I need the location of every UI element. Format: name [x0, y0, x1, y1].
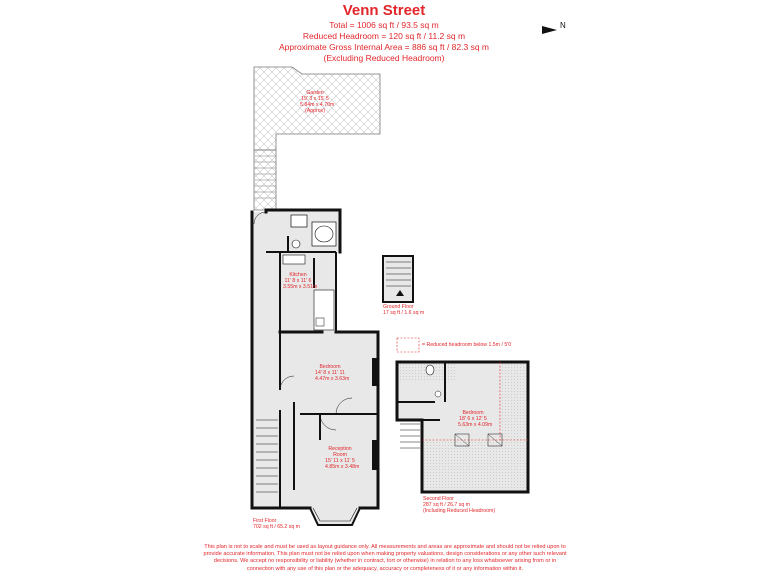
reception-room-label: Reception Room 15' 11 x 11' 5 4.85m x 3.48m	[325, 446, 360, 470]
excluding-note: (Excluding Reduced Headroom)	[323, 53, 445, 63]
garden-area	[254, 67, 380, 210]
bedroom-label: Bedroom 14' 8 x 11' 11 4.47m x 3.63m	[315, 364, 350, 382]
legend-swatch	[397, 338, 419, 352]
disclaimer-line: decisions. We accept no responsibility or liability (whether in contract, tort or otherwise) in relation to any loss whatsoever arising from or in	[213, 558, 557, 565]
total-area: Total = 1006 sq ft / 93.5 sq m	[329, 20, 439, 30]
ground-floor-plan	[383, 256, 413, 302]
north-label: N	[560, 21, 566, 30]
reduced-headroom-area: Reduced Headroom = 120 sq ft / 11.2 sq m	[302, 31, 466, 41]
disclaimer-line: connection with any use of this plan or the adequacy, accuracy or completeness of it or any information within it.	[246, 565, 524, 572]
disclaimer	[150, 544, 620, 573]
kitchen-label: Kitchen 11' 8 x 11' 6 3.55m x 3.51m	[283, 272, 318, 290]
north-arrow-icon	[542, 26, 557, 34]
second-bedroom-label: Bedroom 18' 6 x 12' 5 5.63m x 4.09m	[458, 410, 493, 428]
first-floor-label: First Floor 702 sq ft / 65.2 sq m	[253, 518, 301, 530]
reduced-headroom-legend: = Reduced headroom below 1.5m / 5'0	[422, 342, 512, 348]
garden-label: Garden 19' 3 x 15' 5 5.84m x 4.70m (Approx)	[300, 90, 335, 114]
disclaimer-line: provide accurate information. This plan must not be relied upon when making property valuations, design considerations or any other such relevant	[203, 551, 567, 558]
second-floor-label: Second Floor 287 sq ft / 26.7 sq m (Including Reduced Headroom)	[423, 496, 496, 514]
disclaimer-line: This plan is not to scale and must be used as layout guidance only. All measurements and areas are approximate and should not be relied upon to	[204, 544, 566, 550]
gross-internal-area: Approximate Gross Internal Area = 886 sq ft / 82.3 sq m	[278, 42, 489, 52]
ground-floor-label: Ground Floor 17 sq ft / 1.6 sq m	[383, 304, 425, 316]
page-title: Venn Street	[342, 2, 426, 19]
